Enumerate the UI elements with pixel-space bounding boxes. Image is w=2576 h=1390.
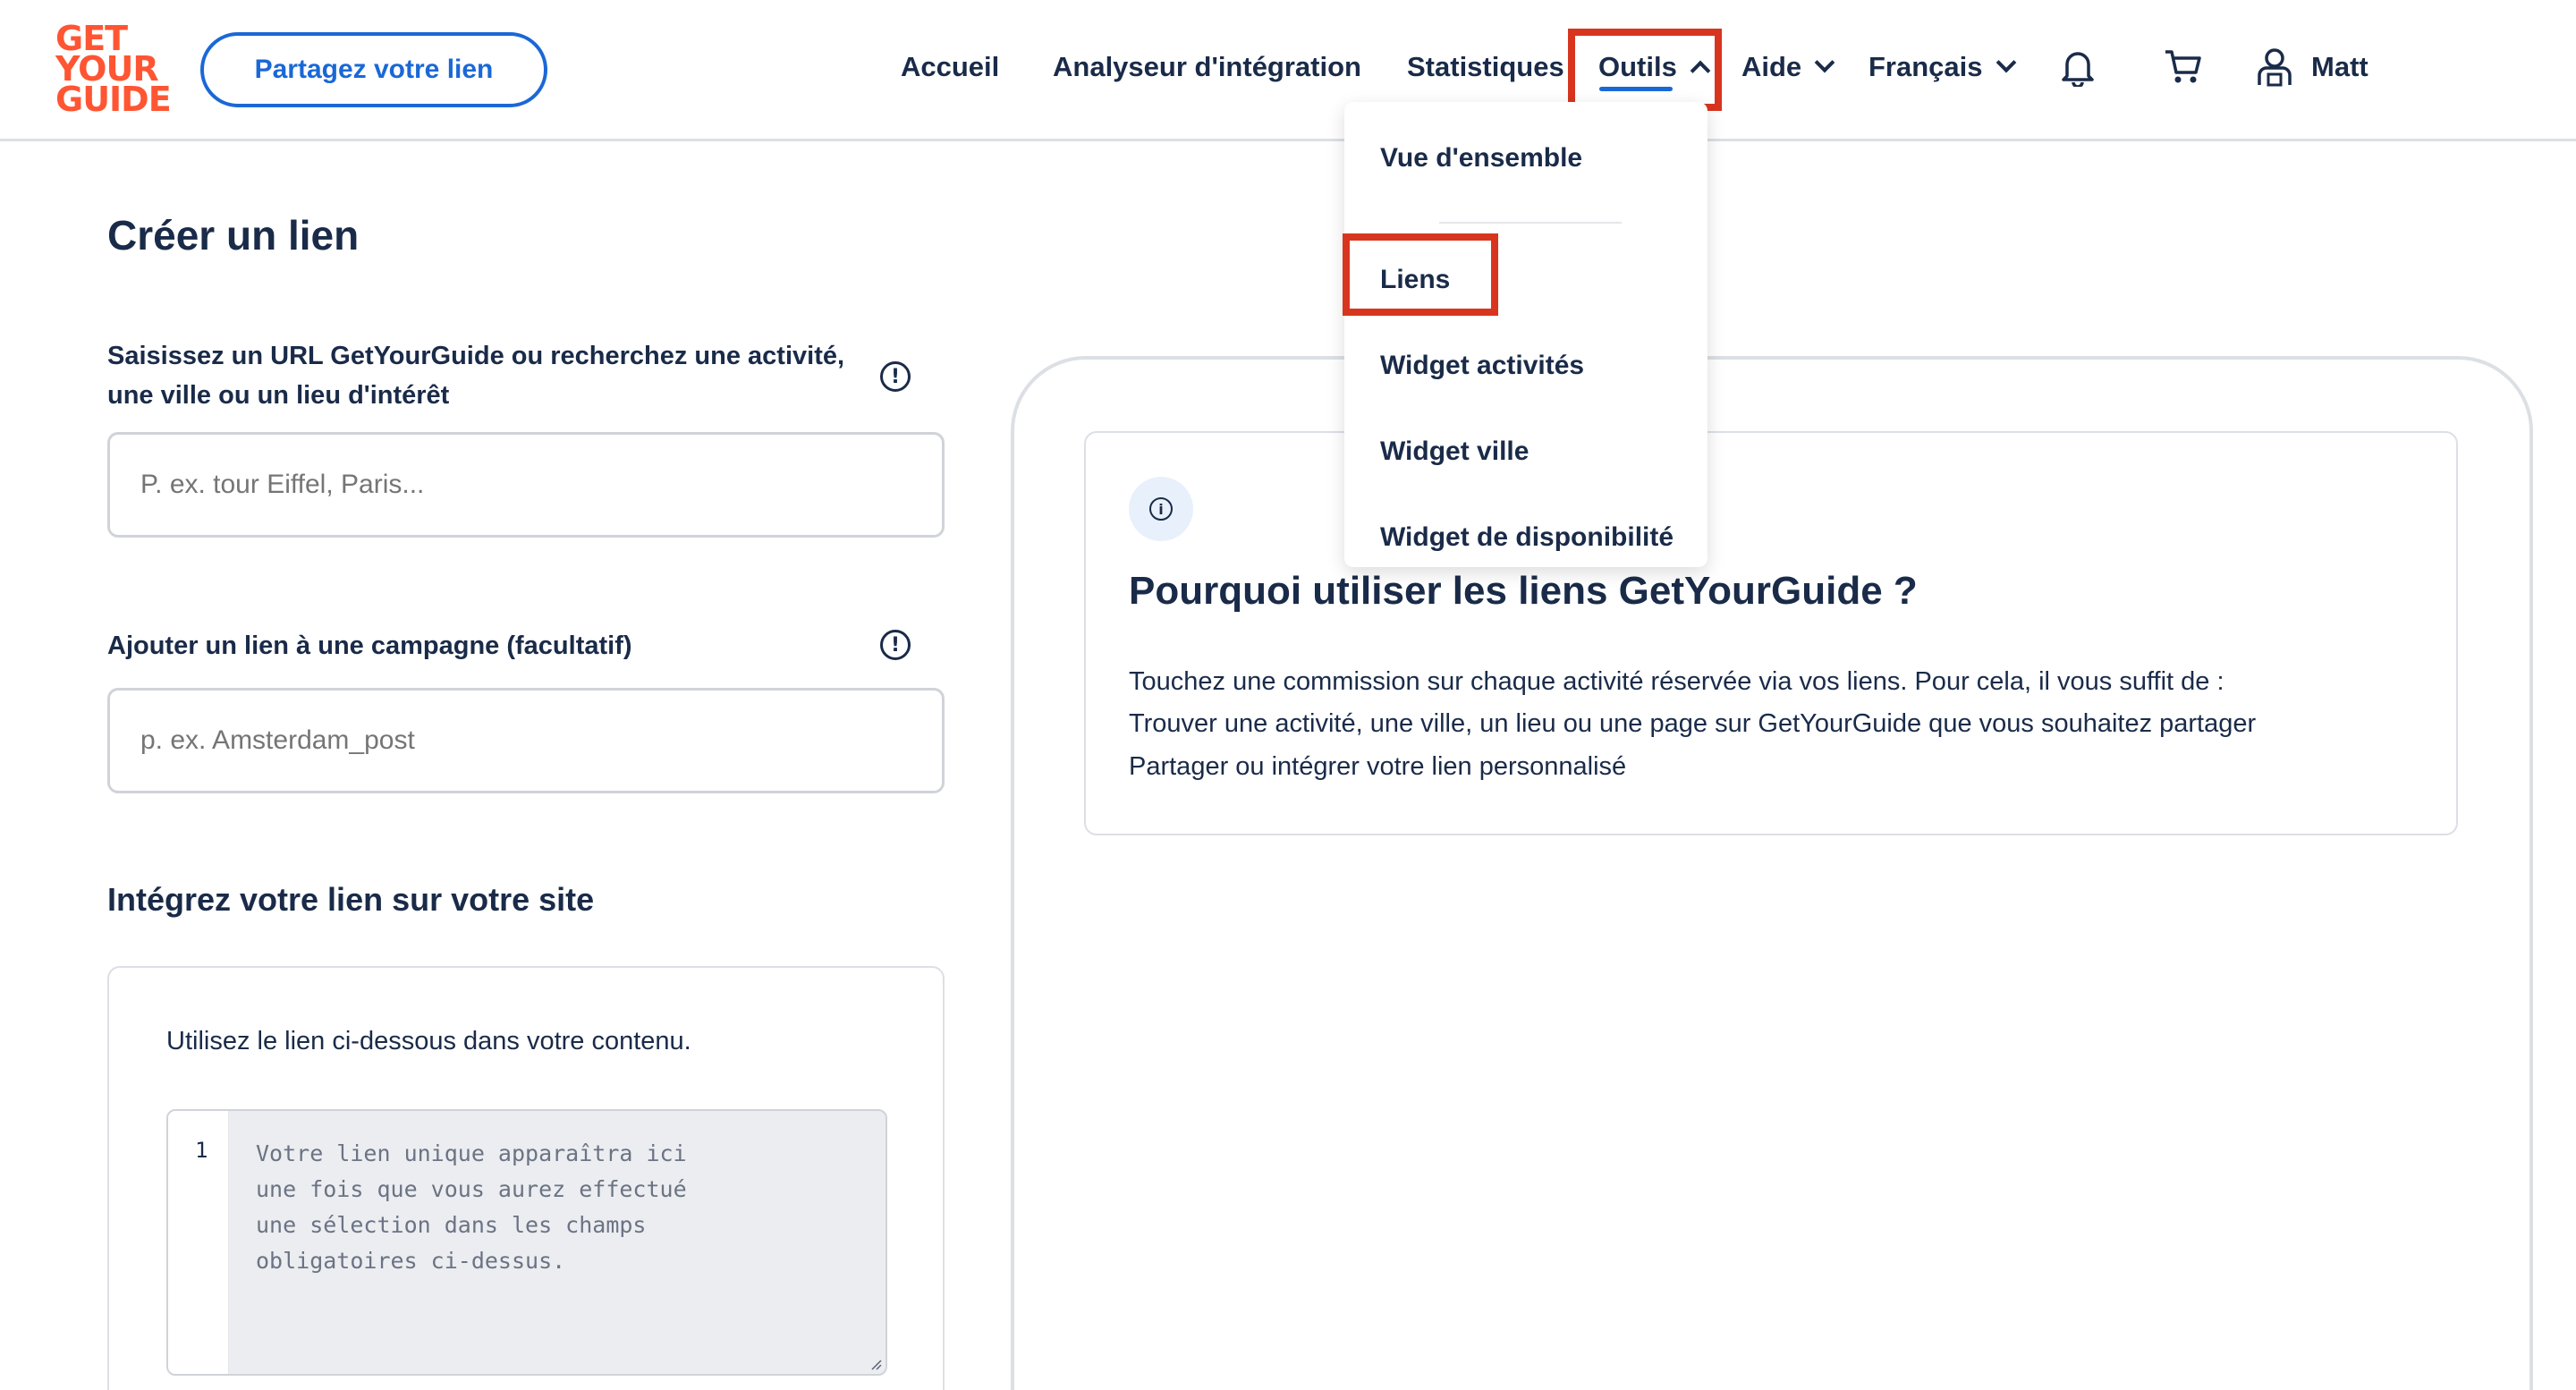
getyourguide-logo[interactable]: GET YOUR GUIDE	[55, 19, 171, 119]
highlight-box-links	[1343, 233, 1498, 316]
code-placeholder: Votre lien unique apparaîtra ici une fois que vous aurez effectué une sélection dans les champs obligatoires ci-dessus.	[256, 1140, 687, 1274]
nav-statistics[interactable]: Statistiques	[1407, 51, 1564, 82]
nav-help[interactable]	[1741, 47, 1832, 88]
info-icon[interactable]: !	[880, 630, 911, 660]
nav-tools-label: Outils	[1598, 51, 1677, 82]
top-header	[0, 0, 2576, 141]
bell-icon[interactable]	[2055, 45, 2100, 89]
why-use-line: Partager ou intégrer votre lien personnalisé	[1129, 752, 1627, 781]
nav-help-label: Aide	[1741, 51, 1802, 82]
nav-language-label: Français	[1868, 51, 1983, 82]
share-link-button[interactable]: Partagez votre lien	[200, 32, 547, 107]
why-use-line: Touchez une commission sur chaque activité réservée via vos liens. Pour cela, il vous suffit de :	[1129, 667, 2224, 696]
user-name[interactable]: Matt	[2311, 51, 2368, 82]
nav-integration-analyzer[interactable]: Analyseur d'intégration	[1053, 51, 1361, 82]
menu-divider	[1439, 222, 1622, 224]
menu-item-overview[interactable]: Vue d'ensemble	[1380, 143, 1583, 173]
menu-item-links[interactable]: Liens	[1380, 265, 1451, 294]
link-code-textarea[interactable]	[166, 1109, 887, 1376]
why-use-title: Pourquoi utiliser les liens GetYourGuide ?	[1129, 569, 1918, 613]
campaign-label: Ajouter un lien à une campagne (facultatif)	[107, 631, 632, 660]
nav-home[interactable]: Accueil	[901, 51, 1000, 82]
info-icon[interactable]: !	[880, 361, 911, 392]
info-badge	[1129, 477, 1193, 541]
url-search-input[interactable]	[107, 432, 945, 538]
user-icon[interactable]	[2252, 45, 2297, 89]
page-title: Créer un lien	[107, 212, 360, 259]
nav-language[interactable]	[1868, 47, 2013, 88]
campaign-input[interactable]	[107, 688, 945, 793]
info-icon: i	[1149, 497, 1173, 521]
chevron-down-icon	[1996, 53, 2016, 73]
embed-instruction: Utilisez le lien ci-dessous dans votre contenu.	[166, 1027, 691, 1055]
embed-section-title: Intégrez votre lien sur votre site	[107, 881, 595, 918]
menu-item-activities-widget[interactable]: Widget activités	[1380, 351, 1585, 380]
cart-icon[interactable]	[2161, 45, 2206, 89]
tools-dropdown-menu	[1344, 102, 1707, 567]
chevron-down-icon	[1815, 53, 1835, 73]
menu-item-availability-widget[interactable]: Widget de disponibilité	[1380, 522, 1674, 552]
menu-item-city-widget[interactable]: Widget ville	[1380, 436, 1530, 466]
url-label: Saisissez un URL GetYourGuide ou recherchez une activité, une ville ou un lieu d'intérêt	[107, 342, 845, 410]
resize-handle-icon[interactable]	[869, 1358, 882, 1370]
highlight-box-tools	[1568, 29, 1722, 111]
line-number: 1	[195, 1138, 208, 1163]
why-use-line: Trouver une activité, une ville, un lieu ou une page sur GetYourGuide que vous souhaitez partager	[1129, 709, 2257, 738]
